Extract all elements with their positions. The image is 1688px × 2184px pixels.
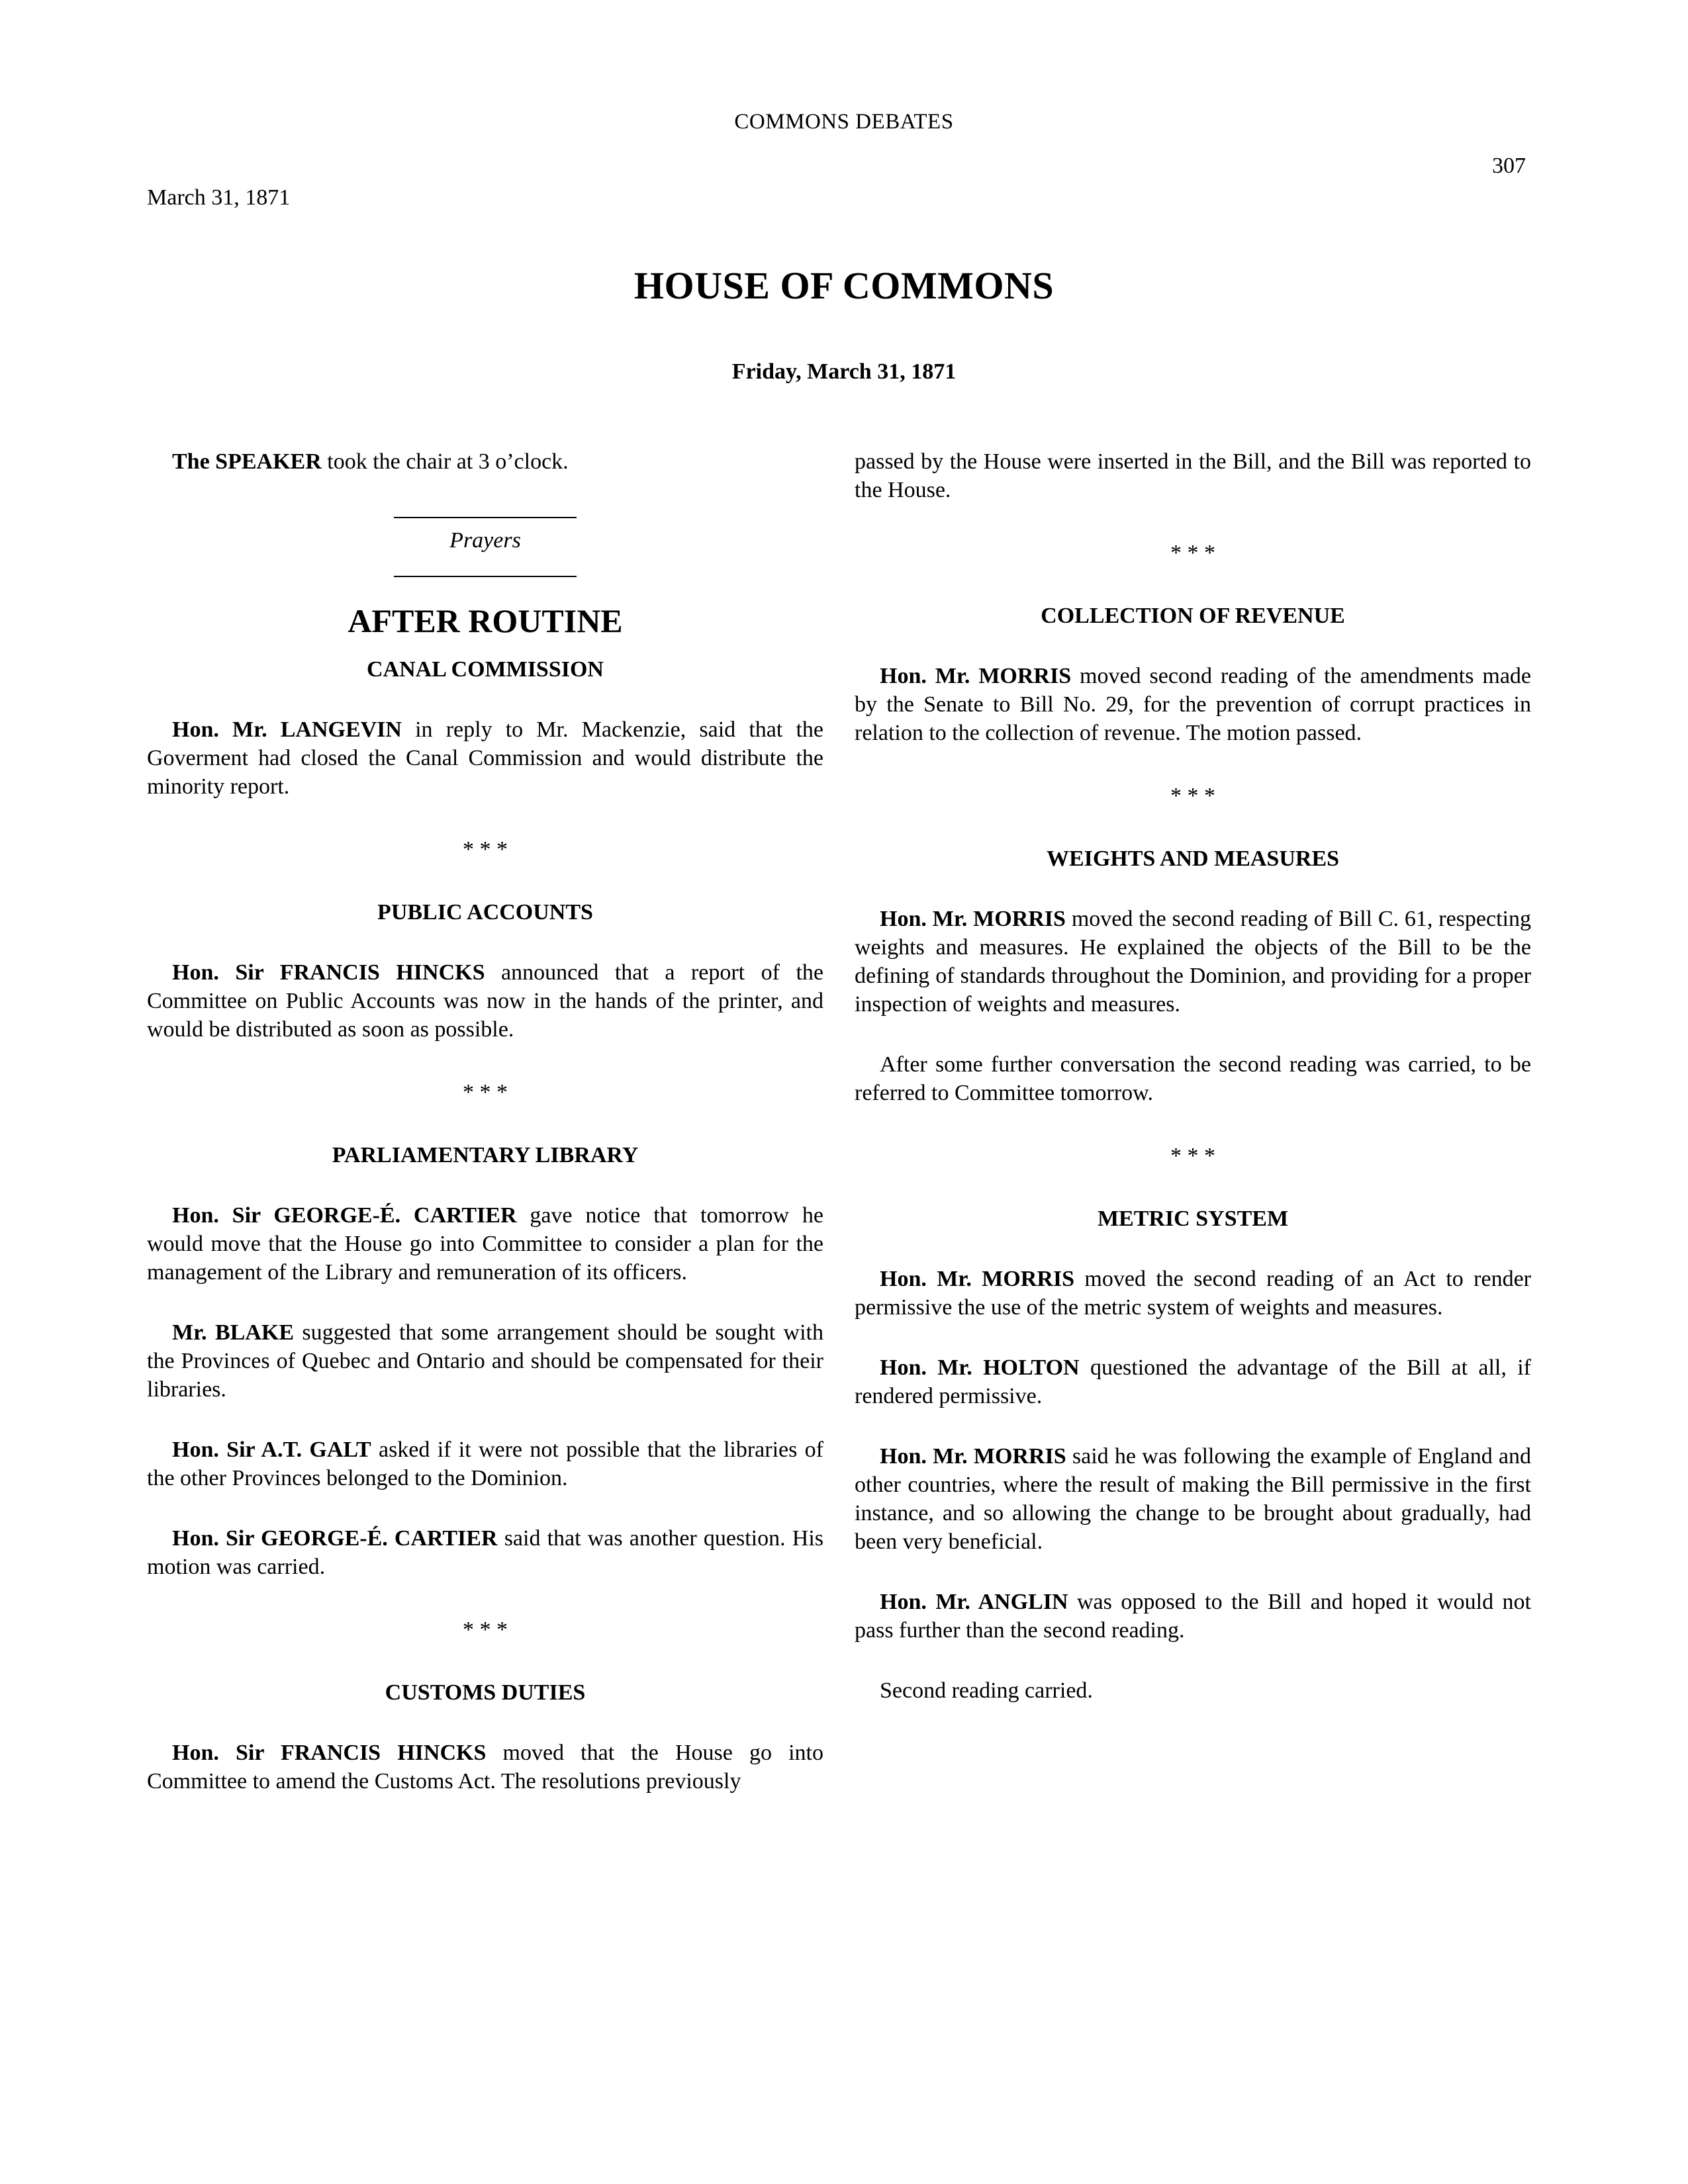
sitting-date: Friday, March 31, 1871 (731, 359, 957, 384)
heading-weights-and-measures: WEIGHTS AND MEASURES (1046, 846, 1340, 871)
speaker-name: Hon. Mr. ANGLIN (880, 1590, 1068, 1614)
paragraph-text: announced that a report of the Committee on Public Accounts was now in the hands of the printer, and would be distributed as soon as possible. (147, 960, 824, 1042)
paragraph-text: asked if it were not possible that the libraries of the other Provinces belonged to the Dominion. (147, 1437, 823, 1490)
paragraph-text: took the chair at 3 o’clock. (321, 449, 569, 474)
paragraph-text: in reply to Mr. Mackenzie, said that the Goverment had closed the Canal Commission and would distribute the minority report. (147, 717, 823, 799)
speaker-name: Hon. Sir A.T. GALT (172, 1437, 371, 1462)
section-separator: * * * (463, 1617, 508, 1642)
paragraph-blake (147, 1318, 823, 1404)
paragraph-hincks-customs (147, 1739, 823, 1796)
paragraph-langevin (147, 715, 823, 801)
speaker-name: Hon. Sir FRANCIS HINCKS (172, 1741, 487, 1765)
paragraph-text: questioned the advantage of the Bill at all, if rendered permissive. (855, 1355, 1531, 1408)
speaker-name: Hon. Sir GEORGE-É. CARTIER (172, 1203, 517, 1228)
page-title: HOUSE OF COMMONS (633, 264, 1055, 307)
speaker-name: Hon. Sir GEORGE-É. CARTIER (172, 1526, 498, 1551)
paragraph-morris-revenue (855, 662, 1531, 747)
paragraph-text: said he was following the example of England and other countries, where the result of making the Bill permissive in the first instance, and so allowing the change to be brought about gradually, had been very beneficial. (855, 1444, 1532, 1554)
speaker-name: Hon. Sir FRANCIS HINCKS (172, 960, 485, 985)
paragraph-galt (147, 1435, 823, 1492)
heading-customs-duties: CUSTOMS DUTIES (385, 1680, 586, 1705)
speaker-name: Hon. Mr. HOLTON (880, 1355, 1080, 1380)
heading-public-accounts: PUBLIC ACCOUNTS (377, 900, 593, 925)
speaker-name: Hon. Mr. MORRIS (880, 1267, 1075, 1291)
paragraph-text: said that was another question. His motion was carried. (147, 1526, 824, 1579)
page-number: 307 (1492, 154, 1526, 178)
paragraph-text: suggested that some arrangement should be sought with the Provinces of Quebec and Ontario and should be compensated for their libraries. (147, 1320, 823, 1402)
speaker-name: Hon. Mr. MORRIS (880, 907, 1066, 931)
paragraph-cartier-reply (147, 1524, 823, 1581)
paragraph-text: moved the second reading of an Act to render permissive the use of the metric system of weights and measures. (855, 1267, 1531, 1320)
right-column (855, 447, 1531, 1705)
paragraph-text: moved that the House go into Committee to amend the Customs Act. The resolutions previously (147, 1741, 823, 1794)
speaker-name: Hon. Mr. LANGEVIN (172, 717, 402, 742)
section-separator: * * * (1170, 1144, 1215, 1168)
paragraph-anglin (855, 1588, 1531, 1645)
paragraph-holton (855, 1353, 1531, 1410)
paragraph-second-reading-carried-committee: After some further conversation the second reading was carried, to be referred to Committee tomorrow. (855, 1052, 1531, 1105)
speaker-name: Hon. Mr. MORRIS (880, 1444, 1066, 1469)
speaker-name: Mr. BLAKE (172, 1320, 295, 1345)
running-head: COMMONS DEBATES (734, 110, 954, 134)
paragraph-hincks-report (147, 958, 823, 1044)
paragraph-speaker-takes-chair (147, 447, 823, 476)
page-date: March 31, 1871 (147, 185, 291, 210)
speaker-name: The SPEAKER (172, 449, 322, 474)
paragraph-text: gave notice that tomorrow he would move that the House go into Committee to consider a plan for the management of the Library and remuneration of its officers. (147, 1203, 824, 1285)
section-separator: * * * (463, 1080, 508, 1105)
left-column (147, 447, 823, 1796)
paragraph-morris-example (855, 1442, 1531, 1556)
speaker-name: Hon. Mr. MORRIS (880, 664, 1072, 688)
paragraph-customs-continued: passed by the House were inserted in the Bill, and the Bill was reported to the House. (855, 449, 1531, 502)
heading-parliamentary-library: PARLIAMENTARY LIBRARY (332, 1143, 639, 1167)
paragraph-morris-weights (855, 905, 1531, 1019)
paragraph-text: moved the second reading of Bill C. 61, respecting weights and measures. He explained the objects of the Bill to be the defining of standards throughout the Dominion, and providing for a proper inspection of weights and measures. (855, 907, 1531, 1017)
heading-metric-system: METRIC SYSTEM (1097, 1206, 1289, 1231)
paragraph-text: was opposed to the Bill and hoped it would not pass further than the second reading. (855, 1590, 1531, 1643)
paragraph-cartier-notice (147, 1201, 823, 1287)
section-separator: * * * (1170, 541, 1215, 565)
prayers-label: Prayers (449, 528, 521, 553)
heading-collection-of-revenue: COLLECTION OF REVENUE (1041, 604, 1345, 628)
section-separator: * * * (1170, 784, 1215, 808)
section-title-after-routine: AFTER ROUTINE (348, 602, 623, 639)
paragraph-second-reading-carried: Second reading carried. (880, 1678, 1093, 1703)
paragraph-text: moved second reading of the amendments made by the Senate to Bill No. 29, for the prevention of corrupt practices in relation to the collection of revenue. The motion passed. (855, 664, 1531, 745)
heading-canal-commission: CANAL COMMISSION (367, 657, 604, 682)
paragraph-morris-metric (855, 1265, 1531, 1322)
section-separator: * * * (463, 837, 508, 862)
